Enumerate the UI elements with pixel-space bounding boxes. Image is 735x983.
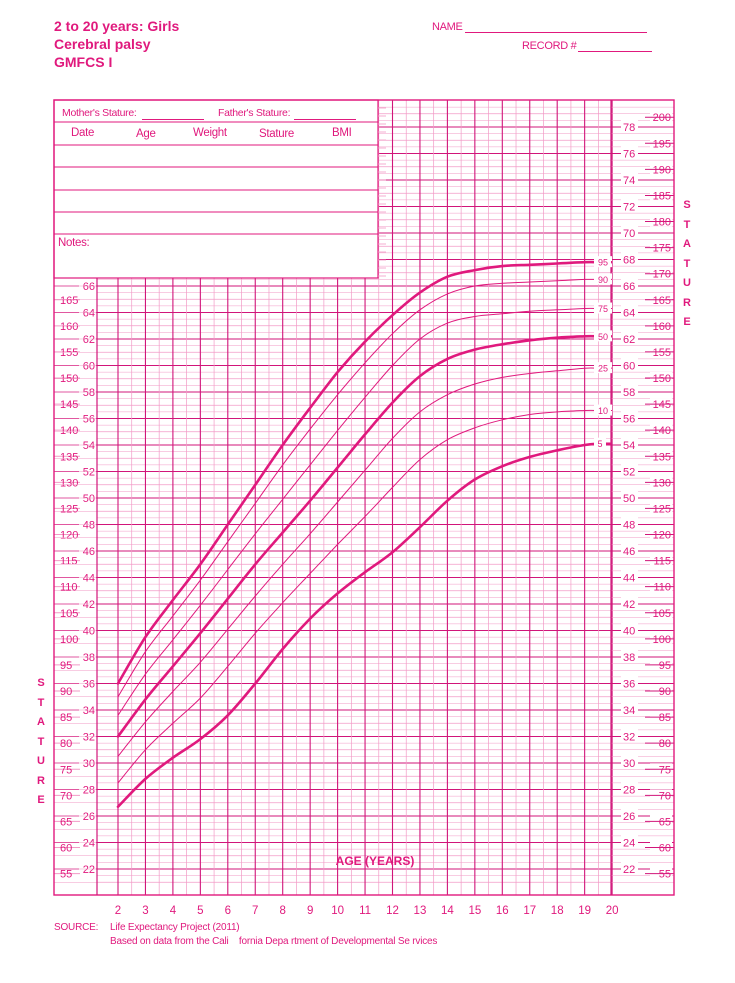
y-tick-label-cm-left: 135: [60, 451, 79, 464]
y-tick-label-cm-right: 70: [658, 790, 671, 803]
y-tick-label-cm-right: 135: [652, 451, 671, 464]
percentile-label-10: 10: [597, 406, 609, 417]
y-tick-label-in-left: 34: [82, 705, 95, 717]
x-tick-label: 6: [224, 905, 232, 917]
y-axis-label-left: [35, 674, 47, 811]
y-tick-label-cm-right: 115: [653, 555, 671, 568]
fathers-stature-label: Father's Stature:: [218, 107, 291, 119]
x-tick-label: 2: [114, 905, 122, 917]
x-tick-label: 3: [142, 905, 149, 917]
y-axis-label-right: [681, 196, 693, 333]
y-tick-label-cm-left: 165: [60, 294, 79, 307]
y-tick-label-cm-left: 80: [60, 738, 73, 751]
column-header-bmi: BMI: [332, 127, 352, 139]
y-tick-label-in-left: 26: [82, 811, 95, 823]
y-tick-label-in-right: 74: [623, 175, 636, 187]
percentile-label-50: 50: [597, 331, 609, 342]
y-tick-label-in-right: 46: [623, 546, 636, 558]
y-tick-label-cm-left: 60: [60, 842, 73, 855]
x-tick-label: 15: [468, 905, 482, 917]
y-tick-label-in-right: 70: [623, 228, 636, 240]
percentile-label-25: 25: [597, 363, 609, 374]
y-tick-label-in-right: 22: [623, 864, 636, 876]
y-tick-label-in-right: 36: [623, 678, 636, 691]
y-axis-label-left-text: S T A T U R E: [37, 677, 45, 806]
y-tick-label-cm-left: 140: [60, 425, 79, 438]
y-tick-label-cm-right: 155: [652, 346, 671, 359]
y-tick-label-cm-left: 110: [60, 581, 78, 594]
mothers-stature-input-line[interactable]: [142, 119, 204, 120]
y-tick-label-in-right: 24: [623, 837, 636, 850]
y-tick-label-in-left: 62: [82, 334, 95, 346]
y-tick-label-in-right: 40: [623, 625, 636, 638]
y-tick-label-in-right: 68: [623, 254, 636, 267]
y-tick-label-in-right: 28: [623, 784, 636, 797]
percentile-curve-10: [118, 410, 598, 782]
y-tick-label-in-left: 44: [82, 572, 95, 585]
y-tick-label-cm-left: 120: [60, 529, 79, 542]
name-label: NAME: [432, 21, 463, 33]
y-tick-label-cm-right: 75: [658, 764, 671, 777]
y-tick-label-cm-left: 55: [60, 868, 73, 881]
chart-title-line3: GMFCS I: [54, 54, 113, 70]
y-tick-label-cm-left: 130: [60, 477, 79, 490]
y-tick-label-cm-left: 70: [60, 790, 73, 803]
y-tick-label-in-right: 64: [623, 307, 636, 320]
column-header-stature: Stature: [259, 128, 294, 140]
y-tick-label-in-right: 62: [623, 334, 636, 346]
y-tick-label-in-right: 42: [623, 599, 636, 611]
y-tick-label-cm-left: 125: [60, 503, 79, 516]
y-tick-label-in-left: 42: [82, 599, 95, 611]
x-tick-label: 11: [359, 905, 372, 917]
y-tick-label-cm-right: 80: [658, 738, 671, 751]
y-tick-label-cm-left: 100: [60, 633, 79, 646]
y-tick-label-in-right: 72: [623, 201, 636, 214]
y-tick-label-in-right: 78: [623, 122, 636, 134]
y-tick-label-cm-right: 100: [652, 633, 671, 646]
y-tick-label-cm-left: 115: [60, 555, 78, 568]
x-tick-label: 14: [441, 905, 454, 917]
x-axis-label: AGE (YEARS): [335, 854, 415, 868]
y-tick-label-in-right: 38: [623, 652, 636, 664]
y-tick-label-cm-left: 85: [60, 712, 73, 725]
chart-title-line1: 2 to 20 years: Girls: [54, 18, 180, 34]
y-tick-label-cm-right: 165: [652, 294, 671, 307]
y-tick-label-cm-right: 145: [652, 399, 671, 412]
column-header-date: Date: [71, 127, 95, 139]
x-tick-label: 17: [523, 905, 537, 917]
y-tick-label-in-right: 32: [623, 731, 636, 744]
y-tick-label-cm-right: 125: [652, 503, 671, 516]
y-tick-label-cm-left: 145: [60, 399, 79, 412]
y-tick-label-in-left: 58: [82, 387, 95, 399]
column-header-age: Age: [136, 128, 156, 140]
x-tick-label: 8: [279, 905, 286, 917]
y-tick-label-cm-right: 55: [658, 868, 671, 881]
y-tick-label-cm-left: 90: [60, 686, 73, 699]
y-tick-label-in-left: 60: [82, 360, 95, 373]
y-tick-label-cm-right: 190: [652, 164, 671, 177]
percentile-curve-25: [118, 368, 598, 756]
x-tick-label: 7: [252, 905, 259, 917]
y-tick-label-cm-right: 65: [658, 816, 671, 829]
source-line1: Life Expectancy Project (2011): [110, 922, 240, 933]
y-tick-label-in-left: 28: [82, 784, 95, 797]
x-tick-label: 9: [306, 905, 314, 917]
y-tick-label-in-right: 58: [623, 387, 636, 399]
x-tick-label: 10: [331, 905, 344, 917]
y-tick-label-cm-right: 175: [652, 242, 671, 255]
y-tick-label-in-right: 48: [623, 519, 636, 532]
y-tick-label-cm-right: 105: [652, 607, 671, 620]
y-tick-label-cm-right: 195: [652, 138, 671, 151]
x-tick-label: 19: [578, 905, 592, 917]
y-tick-label-in-left: 32: [82, 731, 95, 744]
x-tick-label: 20: [605, 905, 619, 917]
percentile-label-75: 75: [597, 304, 609, 315]
y-tick-label-in-right: 52: [623, 466, 636, 479]
y-tick-label-cm-right: 110: [653, 581, 671, 594]
x-tick-label: 18: [550, 905, 564, 917]
x-tick-label: 13: [413, 905, 427, 917]
y-tick-label-cm-right: 200: [652, 112, 671, 125]
source-line2: Based on data from the Cali fornia Depa rtment of Developmental Se rvices: [110, 936, 438, 947]
notes-label: Notes:: [58, 237, 90, 249]
x-tick-label: 12: [386, 905, 399, 917]
y-tick-label-in-left: 38: [82, 652, 95, 664]
y-tick-label-in-left: 50: [82, 493, 95, 505]
percentile-curve-75: [118, 308, 598, 715]
y-tick-label-cm-right: 170: [652, 268, 671, 281]
y-tick-label-in-left: 66: [82, 281, 95, 293]
y-tick-label-cm-right: 185: [652, 190, 671, 203]
y-tick-label-in-left: 22: [82, 864, 95, 876]
y-tick-label-in-left: 40: [82, 625, 95, 638]
y-tick-label-cm-right: 95: [658, 659, 671, 672]
y-tick-label-in-left: 46: [82, 546, 95, 558]
y-tick-label-in-right: 60: [623, 360, 636, 373]
column-header-weight: Weight: [193, 127, 227, 139]
y-tick-label-cm-right: 90: [658, 686, 671, 699]
y-tick-label-cm-right: 160: [652, 320, 671, 333]
y-tick-label-cm-left: 155: [60, 346, 79, 359]
y-tick-label-cm-left: 75: [60, 764, 73, 777]
y-tick-label-in-right: 76: [623, 148, 636, 161]
y-tick-label-in-left: 48: [82, 519, 95, 532]
mothers-stature-label: Mother's Stature:: [62, 107, 137, 119]
y-tick-label-cm-right: 120: [652, 529, 671, 542]
y-tick-label-in-left: 52: [82, 466, 95, 479]
percentile-curve-50: [118, 336, 598, 736]
chart-title-line2: Cerebral palsy: [54, 36, 151, 52]
percentile-curve-95: [118, 262, 598, 683]
y-tick-label-in-left: 30: [82, 758, 95, 770]
x-tick-label: 16: [495, 905, 509, 917]
y-tick-label-in-right: 26: [623, 811, 636, 823]
y-tick-label-cm-right: 140: [652, 425, 671, 438]
y-tick-label-in-right: 34: [623, 705, 636, 717]
y-tick-label-in-right: 30: [623, 758, 636, 770]
y-tick-label-cm-left: 150: [60, 373, 79, 386]
y-tick-label-in-left: 36: [82, 678, 95, 691]
y-tick-label-cm-left: 105: [60, 607, 79, 620]
y-tick-label-in-right: 44: [623, 572, 636, 585]
y-tick-label-cm-right: 150: [652, 373, 671, 386]
y-tick-label-cm-right: 180: [652, 216, 671, 229]
y-tick-label-in-left: 24: [82, 837, 95, 850]
y-tick-label-cm-right: 60: [658, 842, 671, 855]
y-tick-label-cm-right: 85: [658, 712, 671, 725]
y-tick-label-in-left: 54: [82, 440, 95, 452]
y-tick-label-cm-left: 65: [60, 816, 73, 829]
fathers-stature-input-line[interactable]: [294, 119, 356, 120]
y-axis-label-right-text: S T A T U R E: [683, 199, 691, 328]
y-tick-label-in-right: 66: [623, 281, 636, 293]
x-tick-label: 5: [197, 905, 204, 917]
record-label: RECORD #: [522, 40, 577, 52]
x-tick-label: 4: [169, 905, 177, 917]
y-tick-label-cm-left: 160: [60, 320, 79, 333]
percentile-label-90: 90: [597, 274, 609, 285]
source-label: SOURCE:: [54, 922, 99, 933]
percentile-label-5: 5: [597, 439, 603, 450]
y-tick-label-in-right: 54: [623, 440, 636, 452]
y-tick-label-cm-right: 130: [652, 477, 671, 490]
y-tick-label-cm-left: 95: [60, 659, 73, 672]
y-tick-label-in-right: 56: [623, 413, 636, 426]
y-tick-label-in-right: 50: [623, 493, 636, 505]
y-tick-label-in-left: 56: [82, 413, 95, 426]
percentile-label-95: 95: [597, 257, 609, 268]
y-tick-label-in-left: 64: [82, 307, 95, 320]
